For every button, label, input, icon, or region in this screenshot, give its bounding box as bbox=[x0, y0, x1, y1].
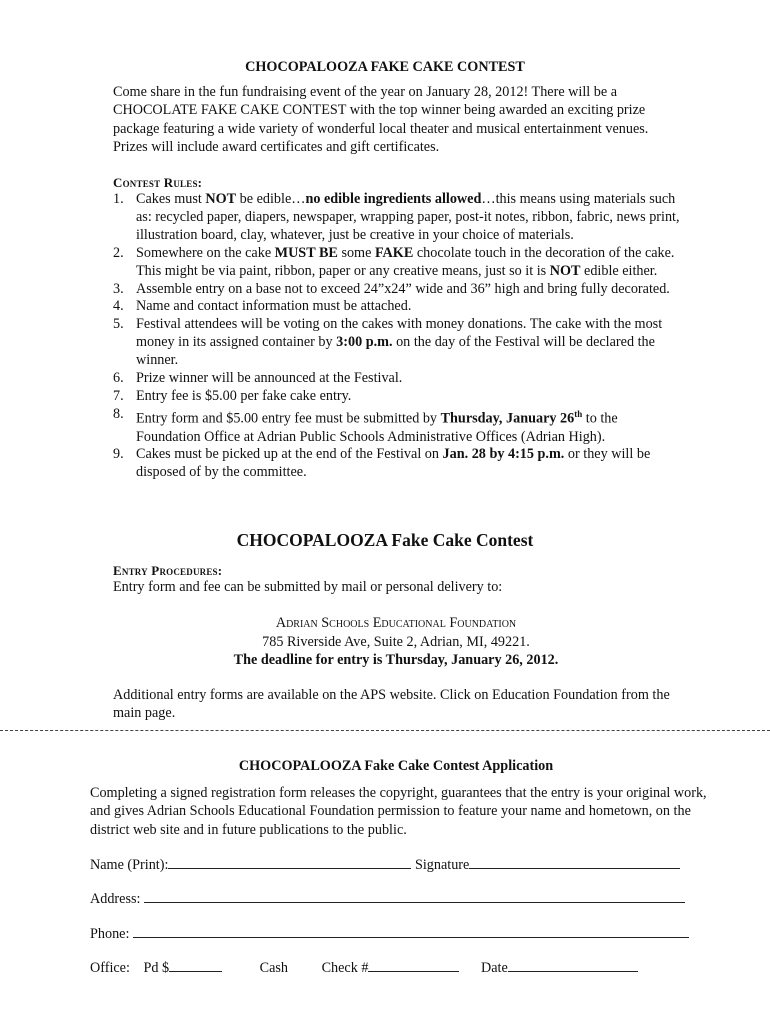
rule-text: on the day of the Festival will be declared the winner. bbox=[136, 334, 655, 369]
check-label: Check # bbox=[321, 960, 369, 976]
rule-text: MUST BE bbox=[274, 244, 338, 261]
rule-number: 3. bbox=[113, 280, 124, 297]
rule-item bbox=[113, 406, 683, 447]
check-number-field[interactable] bbox=[368, 959, 459, 972]
rule-item bbox=[113, 316, 683, 370]
rule-text: FAKE bbox=[374, 244, 414, 261]
name-field[interactable] bbox=[168, 856, 411, 869]
rule-item bbox=[113, 446, 683, 482]
rule-text: Thursday, January 26 bbox=[440, 410, 575, 427]
entry-procedures-text: Entry form and fee can be submitted by mail or personal delivery to: bbox=[113, 579, 503, 595]
rule-text: Somewhere on the cake bbox=[136, 244, 275, 261]
office-label: Office: bbox=[90, 960, 130, 976]
cash-label: Cash bbox=[259, 960, 289, 976]
address-row bbox=[90, 890, 685, 908]
rule-text: to the Foundation Office at Adrian Public Schools Administrative Offices (Adrian High). bbox=[136, 410, 618, 445]
office-row bbox=[90, 959, 638, 977]
rule-item bbox=[113, 191, 683, 245]
rule-text: Cakes must be picked up at the end of the Festival on bbox=[136, 446, 443, 463]
rule-text: chocolate touch in the decoration of the cake. This might be via paint, ribbon, paper or any creative means, just so it is bbox=[136, 244, 675, 279]
cut-line bbox=[0, 730, 770, 731]
rule-number: 5. bbox=[113, 316, 124, 333]
additional-forms-note: Additional entry forms are available on the APS website. Click on Education Foundation from the main page. bbox=[113, 687, 670, 722]
rule-text: Name and contact information must be attached. bbox=[136, 298, 412, 315]
entry-procedures-heading: Entry Procedures: bbox=[113, 563, 223, 578]
rule-number: 9. bbox=[113, 446, 124, 463]
address-field[interactable] bbox=[144, 890, 685, 903]
rule-text: Entry form and $5.00 entry fee must be submitted by bbox=[136, 410, 441, 427]
page-title: CHOCOPALOOZA FAKE CAKE CONTEST bbox=[245, 59, 525, 75]
rule-text: be edible… bbox=[236, 191, 306, 207]
release-paragraph: Completing a signed registration form releases the copyright, guarantees that the entry is your original work, and gives Adrian Schools Educational Foundation permission to feature your name and hometown, on the district web site and in future publications to the public. bbox=[90, 785, 707, 838]
foundation-name: Adrian Schools Educational Foundation bbox=[275, 615, 517, 631]
contest-rules-list bbox=[113, 191, 683, 482]
rule-text: or they will be disposed of by the committee. bbox=[136, 446, 651, 481]
mailing-address bbox=[0, 614, 770, 670]
application-title: CHOCOPALOOZA Fake Cake Contest Application bbox=[238, 758, 554, 774]
rule-number: 1. bbox=[113, 191, 124, 207]
rule-item bbox=[113, 298, 683, 316]
rule-text: Assemble entry on a base not to exceed 24”x24” wide and 36” high and bring fully decorated. bbox=[136, 280, 670, 297]
rule-text: 3:00 p.m. bbox=[336, 334, 393, 351]
rule-item bbox=[113, 245, 683, 281]
paid-amount-field[interactable] bbox=[169, 959, 222, 972]
rule-text: Entry fee is $5.00 per fake cake entry. bbox=[136, 387, 352, 404]
rule-text: Prize winner will be announced at the Festival. bbox=[136, 370, 403, 387]
deadline-notice: The deadline for entry is Thursday, January 26, 2012. bbox=[233, 652, 559, 669]
rule-number: 4. bbox=[113, 298, 124, 315]
rule-item bbox=[113, 388, 683, 406]
date-label: Date bbox=[481, 960, 508, 976]
address-label: Address: bbox=[90, 891, 141, 907]
rule-number: 7. bbox=[113, 387, 124, 404]
rule-text: NOT bbox=[549, 262, 581, 279]
date-field[interactable] bbox=[508, 959, 638, 972]
rule-text: Festival attendees will be voting on the cakes with money donations. The cake with the most money in its assigned container by bbox=[136, 316, 663, 351]
section-title: CHOCOPALOOZA Fake Cake Contest bbox=[236, 530, 534, 550]
rule-item bbox=[113, 281, 683, 299]
signature-field[interactable] bbox=[469, 856, 680, 869]
rule-number: 6. bbox=[113, 370, 124, 387]
rule-item bbox=[113, 370, 683, 388]
signature-label: Signature bbox=[414, 857, 470, 873]
name-label: Name (Print): bbox=[90, 857, 169, 873]
rule-text: some bbox=[337, 244, 375, 261]
rule-text: edible either. bbox=[580, 262, 658, 279]
rule-text: no edible ingredients allowed bbox=[305, 191, 482, 207]
contest-rules-heading: Contest Rules: bbox=[113, 175, 203, 190]
phone-label: Phone: bbox=[90, 926, 130, 942]
rule-number: 8. bbox=[113, 405, 124, 422]
rule-text: …this means using materials such as: recycled paper, diapers, newspaper, wrapping paper, post-it notes, ribbon, fabric, news print, illustration board, clay, whatever, just be creative in your choice of materials. bbox=[136, 191, 680, 243]
intro-paragraph: Come share in the fun fundraising event of the year on January 28, 2012! There will be a CHOCOLATE FAKE CAKE CONTEST with the top winner being awarded an exciting prize package featuring a wide variety of wonderful local theater and musical entertainment venues. Prizes will include award certificates and gift certificates. bbox=[113, 84, 649, 156]
phone-field[interactable] bbox=[133, 925, 689, 938]
paid-label: Pd $ bbox=[143, 960, 170, 976]
rule-text: NOT bbox=[205, 191, 237, 207]
street-address: 785 Riverside Ave, Suite 2, Adrian, MI, 49221. bbox=[262, 633, 530, 650]
rule-text: Cakes must bbox=[136, 191, 206, 207]
rule-text: th bbox=[574, 408, 583, 419]
name-signature-row bbox=[90, 856, 680, 874]
rule-number: 2. bbox=[113, 244, 124, 261]
phone-row bbox=[90, 925, 689, 943]
rule-text: Jan. 28 by 4:15 p.m. bbox=[442, 446, 565, 463]
